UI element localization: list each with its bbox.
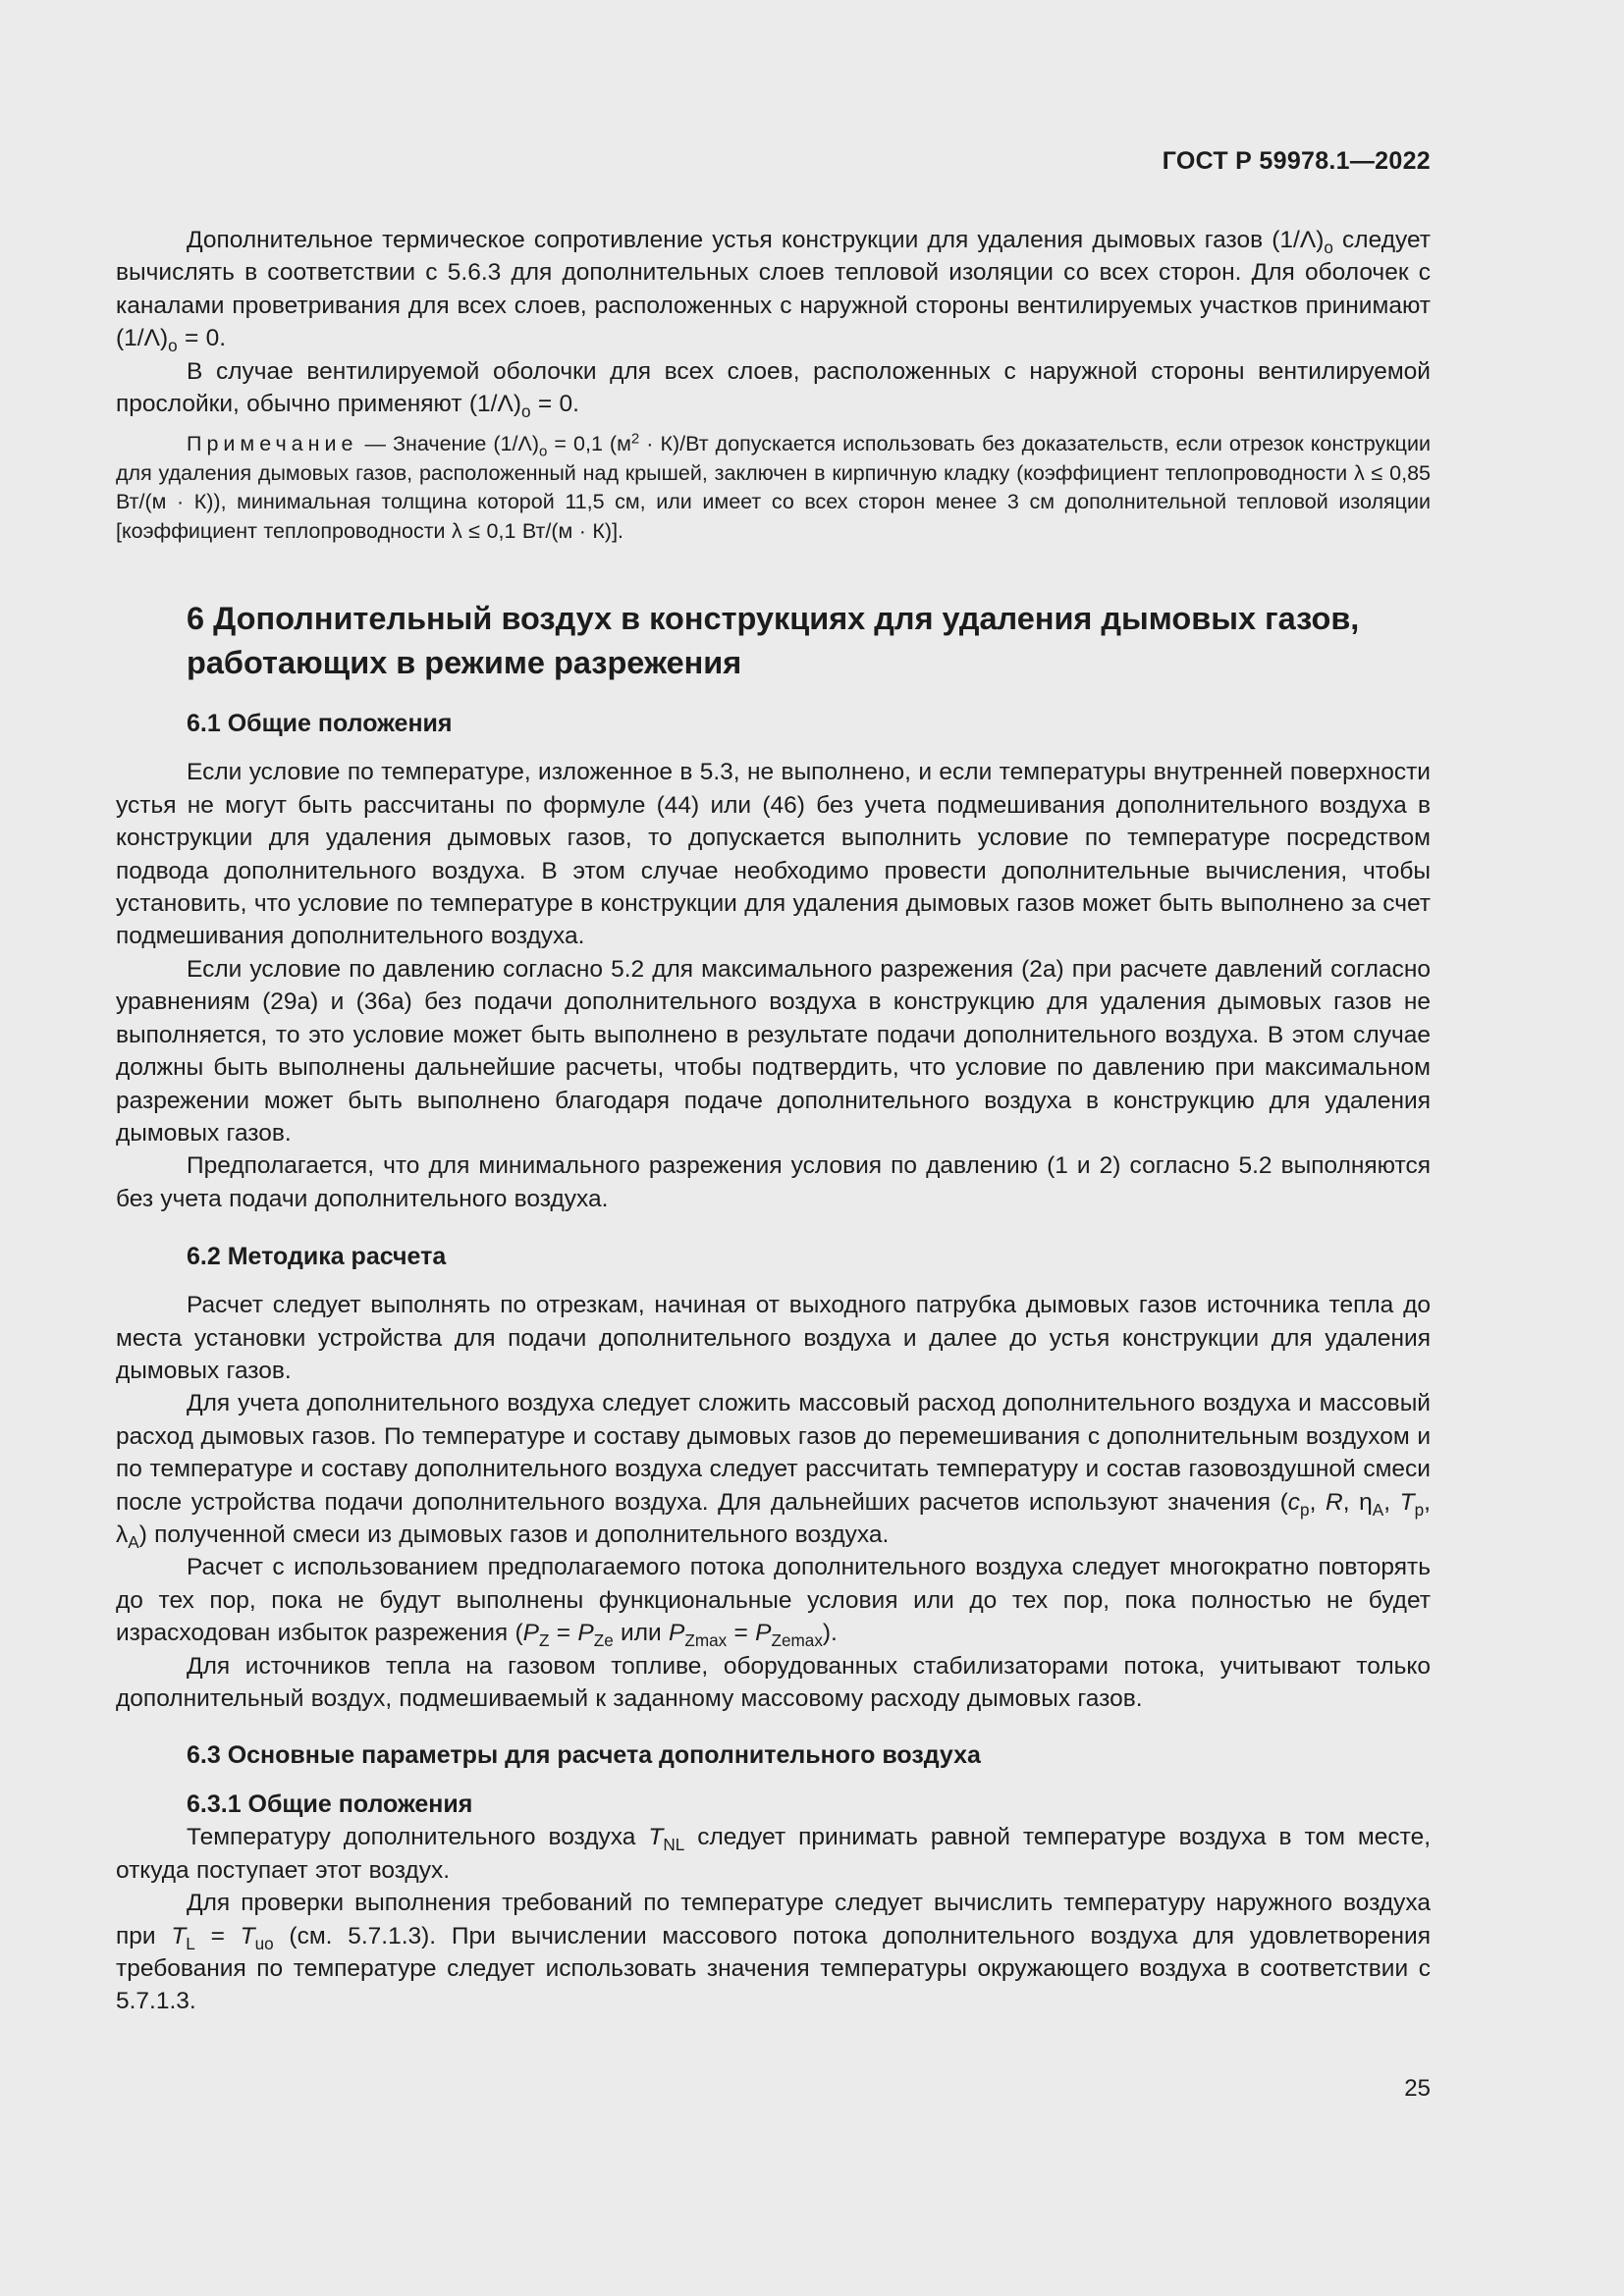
intro-paragraph-2: В случае вентилируемой оболочки для всех слоев, расположенных с наружной стороны вентилируемой прослойки, обычно применяют $(1/\Lambda)_o = 0$. xyxy=(116,357,1431,422)
section-6-title-line-2: работающих в режиме разрежения xyxy=(187,645,742,681)
section-6-title-line-1: 6 Дополнительный воздух в конструкциях для удаления дымовых газов, xyxy=(187,601,1360,637)
section-6-1-title: 6.1 Общие положения xyxy=(187,710,453,738)
section-6-1-paragraph-2: Если условие по давлению согласно 5.2 для максимального разрежения (2а) при расчете давлений согласно уравнениям (29а) и (36а) без подачи дополнительного воздуха в конструкцию для удаления дымовых газов не выполняется, то это условие может быть выполнено в результате подачи дополнительного воздуха. В этом случае должны быть выполнены дальнейшие расчеты, чтобы подтвердить, что условие по давлению при максимальном разрежении может быть выполнено благодаря подаче дополнительного воздуха в конструкцию для удаления дымовых газов. xyxy=(116,955,1431,1147)
note-label: Примечание xyxy=(187,432,358,456)
section-6-3-title: 6.3 Основные параметры для расчета дополнительного воздуха xyxy=(187,1741,981,1770)
section-6-1-paragraph-1: Если условие по температуре, изложенное в 5.3, не выполнено, и если температуры внутренней поверхности устья не могут быть рассчитаны по формуле (44) или (46) без учета подмешивания дополнительного воздуха в конструкции для удаления дымовых газов, то допускается выполнить условие по температуре посредством подвода дополнительного воздуха. В этом случае необходимо провести дополнительные вычисления, чтобы установить, что условие по температуре в конструкции для удаления дымовых газов может быть выполнено за счет подмешивания дополнительного воздуха. xyxy=(116,759,1431,950)
section-6-2-title: 6.2 Методика расчета xyxy=(187,1243,447,1271)
section-6-title xyxy=(187,597,1431,685)
page-content xyxy=(116,224,1431,2018)
section-6-1-paragraph-3: Предполагается, что для минимального разрежения условия по давлению (1 и 2) согласно 5.2 выполняются без учета подачи дополнительного воздуха. xyxy=(116,1152,1431,1212)
intro-paragraph-1: Дополнительное термическое сопротивление устья конструкции для удаления дымовых газов $(1/\Lambda)_o$ следует вычислять в соответствии с 5.6.3 для дополнительных слоев тепловой изоляции со всех сторон. Для оболочек с каналами проветривания для всех слоев, расположенных с наружной стороны вентилируемых участков принимают $(1/\Lambda)_o = 0$. xyxy=(116,227,1431,356)
page-number: 25 xyxy=(1404,2075,1431,2102)
section-6-3-1-title: 6.3.1 Общие положения xyxy=(187,1790,473,1819)
section-6-2-paragraph-1: Расчет следует выполнять по отрезкам, начиная от выходного патрубка дымовых газов источника тепла до места установки устройства для подачи дополнительного воздуха и далее до устья конструкции для удаления дымовых газов. xyxy=(116,1292,1431,1384)
section-6-3-1-paragraph-1: Температуру дополнительного воздуха $T_{NL}$ следует принимать равной температуре воздуха в том месте, откуда поступает этот воздух. xyxy=(116,1824,1432,1884)
note-text: — Значение $(1/\Lambda)_o = 0,1$ $(м^2 \cdot К)/Вт$ допускается использовать без доказательств, если отрезок конструкции для удаления дымовых газов, расположенный над крышей, заключен в кирпичную кладку (коэффициент теплопроводности λ ≤ 0,85 Вт/(м · К)), минимальная толщина которой 11,5 см, или имеет со всех сторон менее 3 см дополнительной тепловой изоляции [коэффициент теплопроводности λ ≤ 0,1 Вт/(м · К)]. xyxy=(116,430,1432,543)
section-6-2-paragraph-3: Расчет с использованием предполагаемого потока дополнительного воздуха следует многократно повторять до тех пор, пока не будут выполнены функциональные условия или до тех пор, пока полностью не будет израсходован избыток разрежения ($P_Z = P_{Ze}$ или $P_{Zmax} = P_{Zemax}$). xyxy=(116,1554,1431,1651)
note-paragraph xyxy=(116,430,1431,546)
section-6-2-paragraph-2: Для учета дополнительного воздуха следует сложить массовый расход дополнительного воздуха и массовый расход дымовых газов. По температуре и составу дымовых газов до перемешивания с дополнительным воздухом и по температуре и составу дополнительного воздуха следует рассчитать температуру и состав газовоздушной смеси после устройства подачи дополнительного воздуха. Для дальнейших расчетов используют значения ($c_p$, R, $\eta_A$, $T_p$, $\lambda_A$) полученной смеси из дымовых газов и дополнительного воздуха. xyxy=(116,1390,1431,1552)
section-6-2-paragraph-4: Для источников тепла на газовом топливе, оборудованных стабилизаторами потока, учитывают только дополнительный воздух, подмешиваемый к заданному массовому расходу дымовых газов. xyxy=(116,1652,1431,1712)
document-header-id: ГОСТ Р 59978.1—2022 xyxy=(1162,147,1431,175)
section-6-3-1-paragraph-2: Для проверки выполнения требований по температуре следует вычислить температуру наружного воздуха при $T_L = T_{uo}$ (см. 5.7.1.3). При вычислении массового потока дополнительного воздуха для удовлетворения требования по температуре следует использовать значения температуры окружающего воздуха в соответствии с 5.7.1.3. xyxy=(116,1890,1431,2015)
